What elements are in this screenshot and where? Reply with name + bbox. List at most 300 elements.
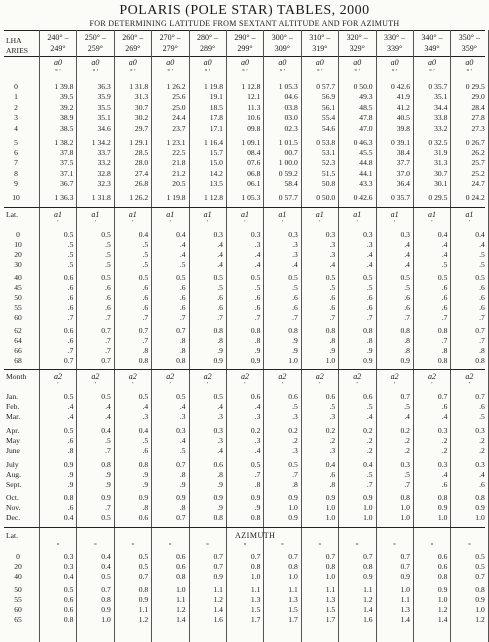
table-cell: .9: [105, 479, 111, 489]
a0-unit: ° ′: [391, 68, 398, 75]
table-cell: 0.8: [325, 326, 336, 336]
table-cell: .6: [479, 283, 485, 292]
table-cell: 39.2: [60, 102, 74, 112]
table-cell: 1.6: [213, 615, 223, 625]
table-cell: .4: [404, 259, 410, 269]
table-cell: 0.8: [400, 493, 410, 503]
a2-unit: ′: [206, 381, 209, 389]
table-cell: .4: [105, 402, 111, 412]
table-cell: .6: [441, 283, 448, 292]
column-header-top: 290° –: [234, 33, 256, 42]
azimuth-unit: °: [206, 542, 209, 550]
a1-symbol: a1: [315, 209, 324, 219]
table-cell: 1 31.8: [129, 82, 149, 91]
table-cell: .2: [479, 446, 485, 455]
table-cell: 51.5: [321, 168, 336, 178]
table-cell: .4: [366, 259, 373, 269]
table-cell: 0.9: [213, 493, 223, 503]
a2-row-label: May: [6, 436, 20, 445]
table-cell: 33.2: [97, 158, 111, 168]
table-cell: 0.9: [363, 572, 373, 582]
table-cell: 44.1: [359, 168, 373, 178]
table-cell: 10.6: [247, 113, 261, 123]
table-cell: 30.7: [434, 168, 448, 178]
table-cell: 1.5: [325, 605, 336, 615]
azimuth-unit: °: [318, 542, 322, 550]
a0-unit: ° ′: [466, 68, 473, 75]
table-cell: 0 46.3: [353, 137, 373, 147]
table-cell: 0.7: [475, 572, 485, 582]
table-cell: 0.5: [363, 273, 373, 282]
table-cell: 0.6: [250, 392, 261, 402]
table-cell: 0.6: [437, 562, 448, 572]
table-cell: 0.9: [101, 605, 111, 615]
table-cell: .6: [179, 293, 186, 302]
table-cell: .3: [329, 412, 336, 422]
column-header-bottom: 339°: [386, 44, 403, 53]
a1-row-label: 55: [14, 303, 22, 312]
table-cell: 1.1: [363, 585, 373, 595]
table-cell: 0.7: [475, 326, 485, 336]
table-cell: 1 19.8: [166, 193, 186, 203]
a0-symbol: a0: [390, 58, 399, 67]
table-cell: .7: [217, 313, 223, 322]
table-cell: 0.9: [250, 356, 261, 366]
table-cell: 0 26.7: [465, 137, 485, 147]
column-header-bottom: 269°: [125, 44, 141, 53]
table-cell: 0.5: [475, 273, 485, 282]
a2-row-label: Nov.: [6, 503, 21, 513]
a1-symbol: a1: [54, 209, 62, 219]
table-cell: 1.1: [325, 585, 336, 595]
table-cell: .3: [329, 239, 336, 249]
table-cell: 1.6: [363, 615, 373, 625]
table-cell: 1.4: [400, 615, 410, 625]
table-cell: .6: [142, 293, 149, 302]
table-cell: 48.5: [359, 102, 373, 112]
table-cell: .8: [142, 346, 149, 356]
table-cell: 0.5: [138, 273, 149, 282]
table-cell: 0.7: [363, 552, 373, 562]
a0-row-label: 6: [14, 148, 18, 157]
table-cell: 37.1: [60, 168, 74, 178]
table-cell: 0.4: [363, 459, 373, 469]
table-cell: .9: [67, 469, 74, 479]
table-cell: 44.8: [359, 158, 373, 168]
table-cell: .9: [142, 479, 149, 489]
a0-symbol: a0: [54, 58, 62, 67]
table-cell: 0.2: [288, 426, 298, 435]
table-cell: .3: [254, 412, 261, 422]
table-cell: 1.0: [363, 503, 373, 513]
table-cell: 38.9: [60, 113, 74, 123]
column-header-top: 330° –: [383, 33, 406, 42]
table-cell: 1 36.3: [54, 193, 74, 203]
table-cell: 35.1: [434, 92, 448, 102]
table-cell: 0.7: [176, 513, 186, 523]
table-cell: .9: [254, 503, 261, 513]
table-cell: 0.4: [101, 426, 111, 435]
table-cell: 09.8: [247, 123, 261, 133]
a2-unit: ′: [169, 381, 171, 389]
table-cell: .3: [292, 249, 298, 259]
table-cell: 0.5: [63, 392, 74, 402]
a1-row-label: 62: [14, 326, 22, 336]
a2-unit: ′: [281, 381, 284, 389]
a2-symbol: a2: [128, 372, 137, 382]
table-cell: 0 59.2: [278, 168, 298, 178]
table-cell: 21.2: [172, 168, 186, 178]
table-cell: .4: [292, 259, 298, 269]
table-cell: 1.0: [475, 605, 485, 615]
table-cell: 0.8: [213, 513, 223, 523]
table-cell: 0.3: [475, 426, 485, 435]
table-cell: 0.5: [288, 273, 298, 282]
a1-unit: ′: [356, 218, 358, 226]
table-cell: 28.5: [134, 148, 149, 157]
table-cell: 0.7: [475, 392, 485, 402]
table-cell: 1 19.8: [204, 82, 223, 91]
table-cell: 0.5: [101, 229, 111, 239]
a2-row-label: Feb.: [6, 402, 20, 412]
a2-unit: ′: [468, 381, 471, 389]
table-cell: 0.4: [63, 513, 74, 523]
a1-row-label: 30: [14, 259, 22, 269]
table-cell: 17.8: [209, 113, 223, 123]
table-cell: .6: [217, 303, 223, 312]
table-cell: 03.8: [284, 102, 298, 112]
table-cell: .9: [142, 469, 149, 479]
table-cell: 0.3: [63, 552, 74, 562]
azimuth-unit: °: [168, 542, 172, 550]
table-cell: 0.8: [63, 493, 74, 503]
a2-row-label: June: [6, 446, 20, 455]
table-cell: 0 24.2: [465, 193, 485, 203]
table-cell: 0.5: [101, 392, 111, 402]
table-cell: 1 26.2: [166, 82, 186, 91]
table-cell: 49.3: [359, 92, 373, 102]
table-cell: .4: [179, 402, 186, 412]
table-cell: 0.8: [176, 356, 186, 366]
azimuth-row-label: 55: [14, 595, 22, 605]
table-cell: 1.0: [400, 513, 410, 523]
a2-symbol: a2: [54, 372, 62, 382]
table-cell: .2: [366, 446, 373, 455]
table-cell: 1 05.3: [278, 82, 298, 91]
a2-symbol: a2: [166, 372, 175, 382]
column-header-bottom: 249°: [50, 44, 66, 53]
table-cell: .3: [329, 446, 336, 455]
table-cell: .7: [67, 346, 74, 356]
table-cell: 0.4: [63, 572, 74, 582]
a2-unit: ′: [94, 381, 97, 389]
table-cell: 1.0: [400, 503, 410, 513]
column-header-top: 240° –: [47, 33, 69, 42]
a0-symbol: a0: [465, 58, 474, 67]
table-cell: .6: [67, 336, 74, 346]
table-cell: 0.8: [288, 562, 298, 572]
table-cell: 0.8: [101, 595, 111, 605]
table-cell: 1 00.0: [278, 158, 298, 168]
table-cell: .6: [441, 303, 448, 312]
table-cell: .5: [366, 402, 373, 412]
table-cell: 1.5: [288, 605, 298, 615]
table-cell: .4: [479, 239, 485, 249]
table-cell: 1.1: [176, 595, 186, 605]
table-cell: 1 12.8: [204, 193, 223, 203]
table-cell: 0.8: [250, 513, 261, 523]
a1-row-label: 10: [14, 239, 22, 249]
a2-row-label: July: [6, 459, 19, 469]
table-cell: .6: [441, 402, 448, 412]
table-cell: .7: [142, 313, 149, 322]
azimuth-unit: °: [281, 542, 284, 550]
table-cell: 21.8: [172, 158, 186, 168]
a1-unit: ′: [206, 218, 209, 226]
table-cell: 0.5: [288, 459, 298, 469]
table-cell: .8: [329, 336, 336, 346]
table-cell: 0.9: [475, 503, 485, 513]
table-cell: 0.3: [176, 426, 186, 435]
table-cell: .7: [254, 469, 261, 479]
table-cell: .4: [142, 402, 149, 412]
table-cell: 39.8: [396, 123, 410, 133]
table-cell: 1 05.3: [241, 193, 261, 203]
a1-row-label: 20: [14, 249, 22, 259]
table-cell: 0.7: [101, 585, 111, 595]
table-cell: .9: [292, 346, 298, 356]
table-cell: 0.5: [475, 562, 485, 572]
table-cell: 1.1: [288, 585, 298, 595]
table-cell: 0 50.0: [316, 193, 336, 203]
a2-unit: ′: [356, 381, 358, 389]
table-cell: 0.5: [437, 273, 448, 282]
table-cell: .6: [179, 283, 186, 292]
table-cell: .5: [441, 259, 448, 269]
table-cell: .5: [292, 402, 298, 412]
table-cell: 0.7: [250, 552, 261, 562]
table-cell: .9: [217, 503, 223, 513]
table-cell: .5: [366, 283, 373, 292]
table-cell: 0.5: [63, 229, 74, 239]
a2-symbol: a2: [203, 372, 212, 382]
table-cell: 1 38.2: [54, 137, 74, 147]
table-cell: .8: [142, 503, 149, 513]
table-rule: [4, 207, 485, 208]
table-cell: .6: [142, 446, 149, 455]
table-cell: 0.9: [138, 595, 149, 605]
table-cell: 1.0: [400, 585, 410, 595]
table-cell: 0.7: [101, 356, 111, 366]
table-cell: 00.7: [284, 148, 298, 157]
table-cell: 20.5: [172, 179, 186, 189]
a1-symbol: a1: [465, 209, 474, 219]
table-cell: 0.8: [63, 615, 74, 625]
table-cell: 0.4: [475, 229, 485, 239]
table-cell: 35.1: [97, 113, 111, 123]
table-cell: 0.8: [475, 493, 485, 503]
table-cell: .9: [67, 479, 74, 489]
column-header-bottom: 319°: [312, 44, 328, 53]
table-cell: 24.4: [172, 113, 186, 123]
azimuth-unit: °: [355, 542, 359, 550]
table-cell: .8: [404, 336, 410, 346]
a1-unit: ′: [57, 218, 59, 226]
table-cell: 35.5: [97, 102, 111, 112]
table-cell: 0.9: [213, 572, 223, 582]
table-cell: .6: [366, 293, 373, 302]
a0-row-label: 0: [14, 82, 18, 91]
a0-row-label: 4: [14, 123, 18, 133]
table-cell: 0.3: [400, 459, 410, 469]
a0-symbol: a0: [203, 58, 212, 67]
a1-unit: ′: [169, 218, 171, 226]
table-cell: 0 29.5: [428, 193, 448, 203]
a0-symbol: a0: [166, 58, 175, 67]
a1-row-label: 45: [14, 283, 22, 292]
table-cell: 40.5: [396, 113, 410, 123]
table-cell: 22.5: [172, 148, 186, 157]
table-cell: 1.0: [288, 356, 298, 366]
a1-row-label: 66: [14, 346, 22, 356]
table-cell: 0.7: [63, 356, 74, 366]
a2-symbol: a2: [465, 372, 474, 382]
a2-unit: ′: [244, 381, 246, 389]
table-cell: 0.6: [138, 513, 149, 523]
a2-symbol: a2: [390, 372, 399, 382]
table-cell: .3: [292, 446, 298, 455]
table-cell: 27.8: [471, 113, 485, 123]
table-cell: 0.5: [475, 552, 485, 562]
azimuth-title: AZIMUTH: [235, 531, 276, 541]
table-cell: .3: [217, 412, 223, 422]
a1-unit: ′: [281, 218, 284, 226]
table-cell: .7: [366, 479, 373, 489]
a0-symbol: a0: [91, 58, 100, 67]
table-cell: .7: [479, 313, 485, 322]
table-cell: .5: [366, 469, 373, 479]
table-cell: .6: [142, 303, 149, 312]
table-cell: 30.7: [134, 102, 149, 112]
column-header-top: 280° –: [196, 33, 219, 42]
table-cell: 19.1: [209, 92, 223, 102]
table-cell: .6: [105, 293, 111, 302]
table-cell: 0.8: [437, 493, 448, 503]
table-cell: 36.4: [396, 179, 410, 189]
table-cell: 0.8: [475, 356, 485, 366]
a1-symbol: a1: [166, 209, 175, 219]
table-cell: 0.7: [213, 552, 223, 562]
table-cell: .5: [217, 283, 223, 292]
table-cell: 1.2: [176, 605, 186, 615]
table-cell: 0 35.7: [428, 82, 448, 91]
table-cell: .3: [292, 239, 298, 249]
table-cell: 38.4: [396, 148, 410, 157]
azimuth-row-label: 65: [14, 615, 22, 625]
a2-symbol: a2: [353, 372, 362, 382]
a1-row-label: 68: [14, 356, 22, 366]
column-header-top: 250° –: [84, 33, 106, 42]
table-cell: .5: [254, 283, 261, 292]
a2-symbol: a2: [428, 372, 436, 382]
table-cell: 0.8: [101, 459, 111, 469]
table-cell: 1 16.4: [204, 137, 223, 147]
table-cell: 31.3: [434, 158, 448, 168]
table-cell: 23.7: [172, 123, 186, 133]
table-cell: 37.8: [60, 148, 74, 157]
a0-unit: ° ′: [167, 68, 174, 75]
table-cell: 0.9: [437, 585, 448, 595]
table-cell: 1.7: [288, 615, 298, 625]
table-cell: .5: [179, 259, 186, 269]
table-cell: .6: [329, 293, 336, 302]
table-cell: .8: [179, 346, 186, 356]
table-cell: .6: [67, 303, 74, 312]
table-cell: 27.3: [471, 123, 485, 133]
table-cell: 1.7: [250, 615, 261, 625]
table-cell: 1.1: [250, 585, 261, 595]
table-cell: 37.7: [396, 158, 410, 168]
table-cell: .7: [105, 313, 111, 322]
table-cell: 39.5: [60, 92, 74, 102]
table-cell: 0 29.5: [465, 82, 485, 91]
azimuth-row-label: 50: [14, 585, 22, 595]
table-cell: 0.5: [400, 273, 410, 282]
a0-unit: ° ′: [55, 68, 61, 75]
table-cell: 0.5: [325, 273, 336, 282]
a2-unit: ′: [319, 381, 321, 389]
azimuth-unit: °: [393, 542, 396, 550]
table-cell: 1.0: [101, 615, 111, 625]
table-cell: .9: [179, 479, 186, 489]
table-cell: 1.0: [325, 356, 336, 366]
table-cell: 52.3: [321, 158, 336, 168]
table-cell: .4: [441, 469, 448, 479]
table-cell: .7: [105, 346, 111, 356]
table-cell: 15.0: [209, 158, 223, 168]
table-cell: 0.2: [325, 426, 336, 435]
table-cell: .4: [404, 412, 410, 422]
table-cell: 43.3: [359, 179, 373, 189]
table-cell: .6: [254, 303, 261, 312]
azimuth-unit: °: [94, 542, 97, 550]
table-cell: 0.5: [138, 552, 149, 562]
table-cell: 0 32.5: [428, 137, 448, 147]
table-cell: 1.0: [250, 572, 261, 582]
table-cell: 1.3: [400, 605, 410, 615]
table-cell: 1.2: [138, 615, 149, 625]
table-cell: .8: [254, 479, 261, 489]
table-cell: .4: [366, 249, 373, 259]
table-cell: 1.0: [288, 503, 298, 513]
table-cell: .6: [254, 293, 261, 302]
table-cell: 0.8: [437, 326, 448, 336]
table-cell: .8: [179, 503, 186, 513]
table-cell: 33.2: [434, 123, 448, 133]
table-cell: .7: [329, 313, 336, 322]
a2-row-label: Jan.: [6, 392, 19, 402]
table-cell: 47.0: [359, 123, 373, 133]
table-cell: 0.6: [63, 273, 74, 282]
table-cell: .6: [329, 469, 336, 479]
table-cell: 45.5: [359, 148, 373, 157]
table-cell: .7: [67, 313, 74, 322]
table-cell: 0 57.7: [316, 82, 336, 91]
table-cell: .8: [292, 479, 298, 489]
table-cell: .4: [254, 259, 261, 269]
table-cell: 1.1: [400, 595, 410, 605]
table-cell: 1.7: [325, 615, 336, 625]
